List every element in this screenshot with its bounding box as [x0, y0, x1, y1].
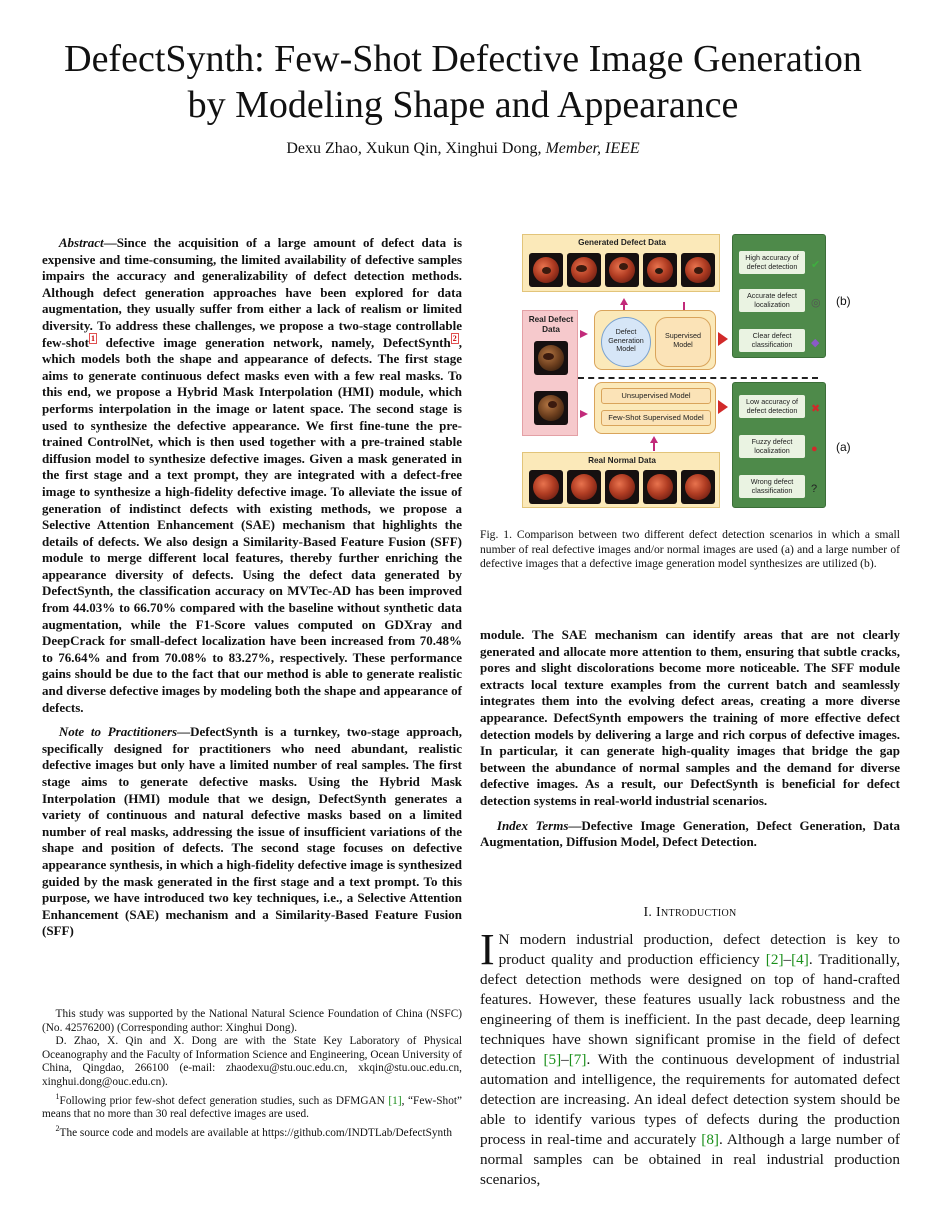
generated-defect-image	[643, 253, 677, 287]
paper-title	[0, 36, 926, 128]
real-normal-image	[643, 470, 677, 504]
abstract-text-3: , which models both the shape and appearance of defects. The first stage aims to generate continuous defect masks even with a few real masks. To this end, we propose a Hybrid Mask Interpolation (HMI) module, which performs interpolation in the image or latent space. The second stage is used to synthesize the defective appearance. We first fine-tune the pre-trained ControlNet, which is then used together with a pre-trained stable diffusion model to synthesize defective images. Given a mask generated in the first stage and a text prompt, they are integrated with a defect-free image to synthesize a high-fidelity defective image. To alleviate the issue of generation of indistinct defects with existing methods, we propose a Selective Attention Enhancement (SAE) mechanism that highlights the details of defects. We also design a Similarity-Based Feature Fusion (SFF) module to merge different local features, thereby further enriching the appearance diversity of defects. Using the defect data generated by DefectSynth, the classification accuracy on MVTec-AD has been improved from 44.03% to 66.70% compared with the baseline without synthetic data augmentation, while the F1-Score values computed on GDXray and DeepCrack for small-defect localization have been increased from 70.48% to 76.64% and from 70.08% to 83.27%, respectively. These performance gains should be due to the fact that our method is able to generate realistic and diverse defective images by modeling both the shape and appearance of defects.	[42, 334, 462, 715]
section-title: Introduction	[656, 905, 737, 920]
model-block-a	[594, 382, 716, 434]
figure-1-caption: Fig. 1. Comparison between two different defect detection scenarios in which a small number of real defective images and/or normal images are used (a) and a large number of defective images that a defective image generation model synthesizes are utilized (b).	[480, 528, 900, 571]
real-normal-data-title: Real Normal Data	[588, 456, 656, 465]
tag-icon: ◆	[811, 337, 820, 349]
check-icon: ✔	[811, 259, 821, 271]
unsupervised-model: Unsupervised Model	[601, 388, 711, 404]
abstract-lead: Abstract	[58, 235, 104, 250]
footnote-1-text-2: , “Few-Shot” means that no more than 30 real defective images are used.	[42, 1094, 462, 1120]
footnote-ref-2[interactable]: 2	[452, 334, 457, 344]
footnote-2-mark: 2	[55, 1123, 60, 1133]
abstract-text-2: defective image generation network, namely, DefectSynth	[96, 334, 451, 350]
note-to-practitioners	[42, 724, 462, 940]
real-defect-image	[534, 391, 568, 425]
footnote-support: This study was supported by the National Natural Science Foundation of China (NSFC) (No. 42576200) (Corresponding author: Xinghui Dong).	[42, 1008, 462, 1034]
generated-defect-data-box	[522, 234, 720, 292]
intro-text-3: . With the continuous development of industrial automation and intelligence, the requirements for automated defect detection are increasing. An ideal defect detection system should be able to identify various types of defects during the production process in real-time and accurately	[480, 1051, 901, 1148]
outcome-b-2: Accurate defect localization	[739, 289, 805, 312]
index-terms-text: —Defective Image Generation, Defect Generation, Data Augmentation, Diffusion Model, Defect Detection.	[480, 817, 900, 850]
note-to-practitioners-continued: module. The SAE mechanism can identify areas that are not clearly generated and allocate more attention to them, ensuring that subtle cracks, pores and slight discolorations become more noticeable. The SFF module extracts local texture examples from the current batch and seamlessly integrates them into the evolving defect areas, creating a more diverse appearance. DefectSynth empowers the training of more effective defect detection models by delivering a large and rich corpus of defective images. In particular, it can generate high-quality images that bridge the gap between the abundance of normal samples and the demand for diverse defective images. As a result, our DefectSynth is beneficial for defect detection systems in real-world industrial scenarios.	[480, 627, 900, 808]
real-normal-image	[567, 470, 601, 504]
outcome-panel-a	[732, 382, 826, 508]
citation-link[interactable]: [8]	[701, 1131, 719, 1148]
cross-icon: ✖	[811, 403, 821, 415]
footnote-1-text: Following prior few-shot defect generation studies, such as DFMGAN	[59, 1094, 389, 1107]
outcome-panel-b	[732, 234, 826, 358]
outcome-a-1: Low accuracy of defect detection	[739, 395, 805, 418]
footnote-1-cite[interactable]: [1]	[388, 1094, 402, 1107]
footnote-2-text: The source code and models are available at https://github.com/INDTLab/DefectSynth	[59, 1126, 452, 1139]
outcome-a-2: Fuzzy defect localization	[739, 435, 805, 458]
supervised-model	[655, 317, 711, 367]
warning-icon: ●	[811, 443, 818, 455]
real-normal-image	[681, 470, 715, 504]
drop-cap: I	[480, 925, 495, 974]
intro-text-4: . Although a large number of normal samples can be obtained in real industrial production scenarios,	[480, 1131, 900, 1188]
arrow-up-icon	[650, 436, 658, 443]
section-number: I.	[643, 905, 653, 920]
label-a: (a)	[836, 440, 851, 454]
generated-defect-image	[529, 253, 563, 287]
footnote-1-mark: 1	[55, 1091, 60, 1101]
citation-link[interactable]: [4]	[791, 951, 809, 968]
author-line	[0, 140, 926, 158]
real-defect-image	[534, 341, 568, 375]
intro-dash: –	[783, 951, 792, 968]
real-normal-image	[529, 470, 563, 504]
outcome-a-3: Wrong defect classification	[739, 475, 805, 498]
real-defect-data-box	[522, 310, 578, 436]
chevron-right-icon	[718, 332, 728, 346]
chevron-right-icon	[718, 400, 728, 414]
outcome-b-3: Clear defect classification	[739, 329, 805, 352]
generated-defect-image	[605, 253, 639, 287]
citation-link[interactable]: [7]	[568, 1051, 587, 1068]
footnote-2	[42, 1122, 462, 1140]
authors-role: Member, IEEE	[545, 140, 640, 157]
section-heading	[480, 905, 900, 921]
generated-defect-image	[681, 253, 715, 287]
index-terms	[480, 818, 900, 851]
generated-defect-data-title: Generated Defect Data	[578, 238, 666, 247]
abstract	[42, 235, 462, 716]
defect-generation-model-label: Defect Generation Model	[608, 327, 644, 354]
few-shot-supervised-model: Few-Shot Supervised Model	[601, 410, 711, 426]
authors: Dexu Zhao, Xukun Qin, Xinghui Dong,	[286, 140, 542, 157]
footnote-ref-1[interactable]: 1	[90, 334, 95, 344]
footnotes	[42, 1008, 462, 1140]
intro-dash: –	[561, 1051, 569, 1068]
citation-link[interactable]: [5]	[543, 1051, 562, 1068]
note-lead: Note to Practitioners	[58, 724, 178, 740]
label-b: (b)	[836, 294, 851, 308]
introduction-text	[480, 925, 901, 1190]
citation-link[interactable]: [2]	[765, 951, 784, 968]
right-column	[480, 627, 900, 851]
note-text: —DefectSynth is a turnkey, two-stage approach, specifically designed for practitioners who need abundant, realistic defective images but only have a limited number of real samples. The first stage aims to generate defective masks. Using the Hybrid Mask Interpolation (HMI) module that we design, DefectSynth generates a variety of continuous and natural defective masks based on a limited number of real masks, addressing the issue of insufficient variations of the shape and position of defects. The second stage focuses on defective appearance synthesis, in which a high-fidelity defective image is synthesized guided by the mask generated in the first stage and a text prompt. To this purpose, we have introduced two key techniques, i.e., a Selective Attention Enhancement (SAE) mechanism and a Similarity-Based Feature Fusion (SFF)	[42, 724, 462, 939]
supervised-model-label: Supervised Model	[665, 331, 701, 349]
intro-text-2: . Traditionally, defect detection methods were designed on top of hand-crafted features. However, these features usually lack robustness and the engineering of them is inefficient. In the past decade, deep learning techniques have shown significant promise in the field of defect detection	[480, 951, 900, 1068]
abstract-text-1: —Since the acquisition of a large amount of defect data is expensive and time-consuming, the limited availability of defective samples impairs the accuracy and generalizability of defect detection methods. Although defect generation approaches have been explored for data augmentation, they usually suffer from either a lack of realism or limited diversity. To address these challenges, we propose a two-stage controllable few-shot	[42, 235, 462, 350]
footnote-affiliation: D. Zhao, X. Qin and X. Dong are with the State Key Laboratory of Physical Oceanography and the Faculty of Information Science and Engineering, Ocean University of China, Qingdao, 266100 (e-mail: zhaodexu@stu.ouc.edu.cn, xkqin@stu.ouc.edu.cn, xinghui.dong@ouc.edu.cn).	[42, 1035, 462, 1088]
title-line-2: by Modeling Shape and Appearance	[187, 84, 739, 126]
real-normal-data-box	[522, 452, 720, 508]
left-column	[42, 235, 462, 940]
outcome-b-1: High accuracy of defect detection	[739, 251, 805, 274]
index-terms-lead: Index Terms	[496, 817, 569, 833]
figure-1	[522, 232, 862, 508]
real-normal-image	[605, 470, 639, 504]
footnote-1	[42, 1090, 462, 1122]
arrow-right-icon	[580, 330, 588, 338]
title-line-1: DefectSynth: Few-Shot Defective Image Generation	[64, 38, 862, 80]
defect-generation-model	[601, 317, 651, 367]
intro-text-1: N modern industrial production, defect detection is key to product quality and production efficiency	[498, 931, 900, 968]
real-defect-data-title: Real Defect Data	[528, 315, 574, 334]
arrow-right-icon	[580, 410, 588, 418]
divider	[578, 377, 818, 379]
arrow-up-icon	[620, 298, 628, 305]
question-icon: ?	[811, 483, 818, 495]
generated-defect-image	[567, 253, 601, 287]
model-block-b	[594, 310, 716, 370]
target-icon: ◎	[811, 297, 821, 309]
